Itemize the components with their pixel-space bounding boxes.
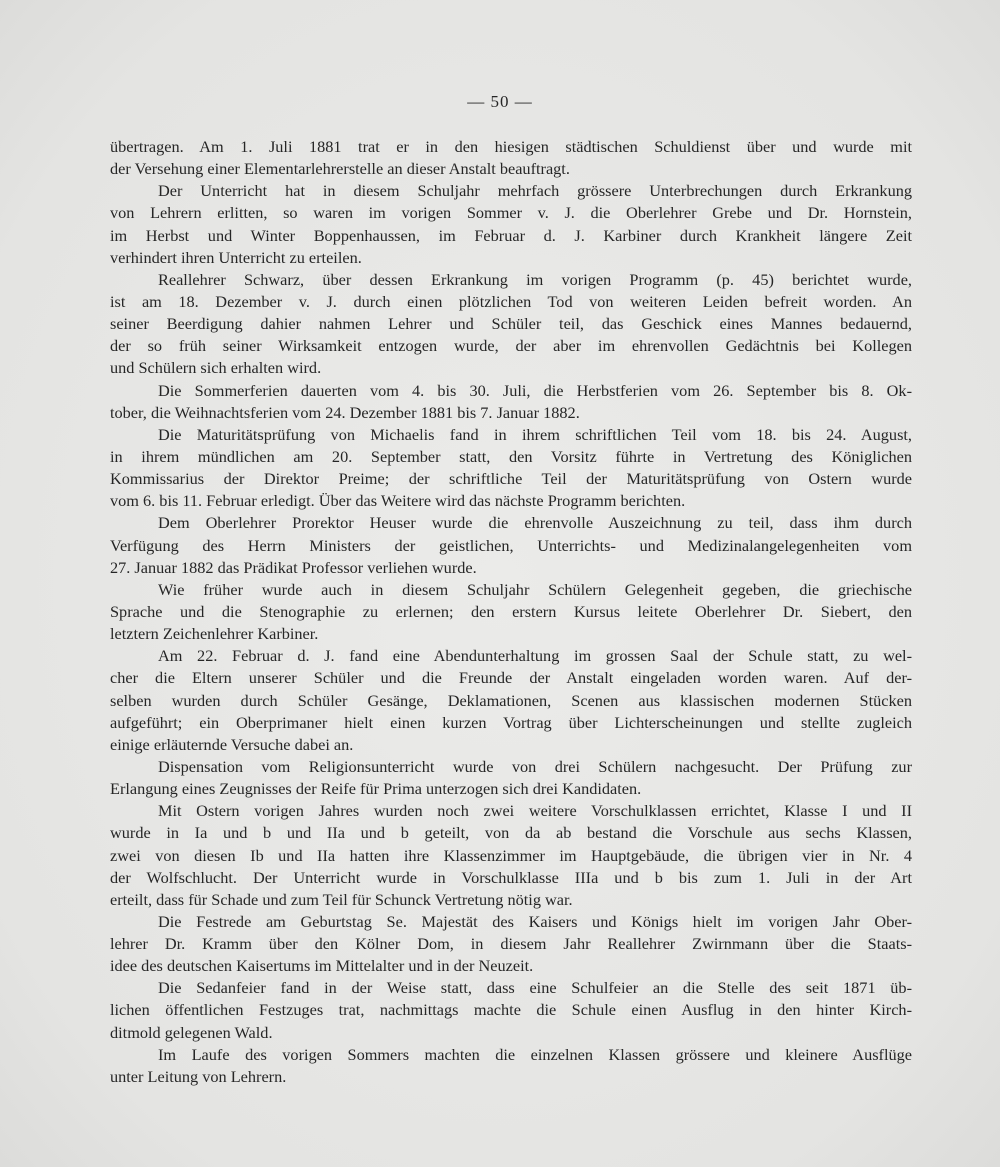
paragraph bbox=[110, 800, 912, 911]
text-line: Verfügung des Herrn Ministers der geistlichen, Unterrichts- und Medizinalangelegenheiten vom bbox=[110, 535, 912, 555]
paragraph bbox=[110, 180, 912, 269]
paragraph bbox=[110, 1044, 912, 1088]
paragraph bbox=[110, 977, 912, 1043]
text-line: im Herbst und Winter Boppenhaussen, im Februar d. J. Karbiner durch Krankheit längere Zeit bbox=[110, 225, 912, 245]
document-body bbox=[110, 136, 912, 1088]
text-line: tober, die Weihnachtsferien vom 24. Dezember 1881 bis 7. Januar 1882. bbox=[110, 402, 580, 422]
text-line: Am 22. Februar d. J. fand eine Abendunterhaltung im grossen Saal der Schule statt, zu wel- bbox=[158, 646, 912, 666]
text-line: idee des deutschen Kaisertums im Mittelalter und in der Neuzeit. bbox=[110, 956, 534, 976]
text-line: erteilt, dass für Schade und zum Teil für Schunck Vertretung nötig war. bbox=[110, 889, 573, 909]
text-line: vom 6. bis 11. Februar erledigt. Über das Weitere wird das nächste Programm berichten. bbox=[110, 491, 686, 511]
paragraph bbox=[110, 136, 912, 180]
text-line: zwei von diesen Ib und IIa hatten ihre Klassenzimmer im Hauptgebäude, die übrigen vier in Nr. 4 bbox=[110, 845, 912, 865]
text-line: Die Maturitätsprüfung von Michaelis fand in ihrem schriftlichen Teil vom 18. bis 24. August, bbox=[158, 424, 912, 444]
paragraph bbox=[110, 512, 912, 578]
paragraph bbox=[110, 756, 912, 800]
text-line: Erlangung eines Zeugnisses der Reife für Prima unterzogen sich drei Kandidaten. bbox=[110, 779, 642, 799]
text-line: Kommissarius der Direktor Preime; der schriftliche Teil der Maturitätsprüfung von Ostern wurde bbox=[110, 469, 912, 489]
text-line: Reallehrer Schwarz, über dessen Erkrankung im vorigen Programm (p. 45) berichtet wurde, bbox=[158, 269, 912, 289]
text-line: der so früh seiner Wirksamkeit entzogen wurde, der aber im ehrenvollen Gedächtnis bei Kollegen bbox=[110, 336, 912, 356]
text-line: und Schülern sich erhalten wird. bbox=[110, 358, 322, 378]
text-line: Der Unterricht hat in diesem Schuljahr mehrfach grössere Unterbrechungen durch Erkrankung bbox=[158, 181, 912, 201]
text-line: Mit Ostern vorigen Jahres wurden noch zwei weitere Vorschulklassen errichtet, Klasse I und II bbox=[158, 801, 912, 821]
text-line: lehrer Dr. Kramm über den Kölner Dom, in diesem Jahr Reallehrer Zwirnmann über die Staats- bbox=[110, 934, 912, 954]
text-line: in ihrem mündlichen am 20. September statt, den Vorsitz führte in Vertretung des Königlichen bbox=[110, 446, 912, 466]
text-line: unter Leitung von Lehrern. bbox=[110, 1066, 287, 1086]
text-line: der Wolfschlucht. Der Unterricht wurde in Vorschulklasse IIIa und b bis zum 1. Juli in der Art bbox=[110, 867, 912, 887]
text-line: lichen öffentlichen Festzuges trat, nachmittags machte die Schule einen Ausflug in den hinter Kirch- bbox=[110, 1000, 912, 1020]
text-line: Die Festrede am Geburtstag Se. Majestät des Kaisers und Königs hielt im vorigen Jahr Ober- bbox=[158, 911, 912, 931]
text-line: einige erläuternde Versuche dabei an. bbox=[110, 734, 354, 754]
text-line: ist am 18. Dezember v. J. durch einen plötzlichen Tod von weiteren Leiden befreit worden. An bbox=[110, 291, 912, 311]
text-line: von Lehrern erlitten, so waren im vorigen Sommer v. J. die Oberlehrer Grebe und Dr. Hornstein, bbox=[110, 203, 912, 223]
paragraph bbox=[110, 269, 912, 380]
paragraph bbox=[110, 579, 912, 645]
paragraph bbox=[110, 380, 912, 424]
text-line: übertragen. Am 1. Juli 1881 trat er in den hiesigen städtischen Schuldienst über und wurde mit bbox=[110, 137, 912, 156]
paragraph bbox=[110, 424, 912, 513]
text-line: selben wurden durch Schüler Gesänge, Deklamationen, Scenen aus klassischen modernen Stücken bbox=[110, 690, 912, 710]
text-line: Die Sedanfeier fand in der Weise statt, dass eine Schulfeier an die Stelle des seit 1871 üb- bbox=[158, 978, 912, 998]
paragraph bbox=[110, 911, 912, 977]
text-line: Sprache und die Stenographie zu erlernen; den erstern Kursus leitete Oberlehrer Dr. Siebert, den bbox=[110, 601, 912, 621]
text-line: Die Sommerferien dauerten vom 4. bis 30. Juli, die Herbstferien vom 26. September bis 8. Ok- bbox=[158, 380, 912, 400]
text-line: Wie früher wurde auch in diesem Schuljahr Schülern Gelegenheit gegeben, die griechische bbox=[158, 579, 912, 599]
text-line: Dem Oberlehrer Prorektor Heuser wurde die ehrenvolle Auszeichnung zu teil, dass ihm durch bbox=[158, 513, 912, 533]
page-number: — 50 — bbox=[467, 92, 533, 111]
text-line: letztern Zeichenlehrer Karbiner. bbox=[110, 624, 319, 644]
text-line: cher die Eltern unserer Schüler und die Freunde der Anstalt eingeladen worden waren. Auf der- bbox=[110, 668, 912, 688]
text-line: 27. Januar 1882 das Prädikat Professor verliehen wurde. bbox=[110, 557, 477, 577]
text-line: aufgeführt; ein Oberprimaner hielt einen kurzen Vortrag über Lichterscheinungen und stellte zugleich bbox=[110, 712, 912, 732]
paragraph bbox=[110, 645, 912, 756]
text-line: verhindert ihren Unterricht zu erteilen. bbox=[110, 247, 362, 267]
text-line: wurde in Ia und b und IIa und b geteilt, von da ab bestand die Vorschule aus sechs Klassen, bbox=[110, 823, 912, 843]
text-line: ditmold gelegenen Wald. bbox=[110, 1022, 273, 1042]
text-line: Im Laufe des vorigen Sommers machten die einzelnen Klassen grössere und kleinere Ausflüge bbox=[158, 1044, 912, 1064]
text-line: Dispensation vom Religionsunterricht wurde von drei Schülern nachgesucht. Der Prüfung zur bbox=[158, 756, 912, 776]
text-line: der Versehung einer Elementarlehrerstelle an dieser Anstalt beauftragt. bbox=[110, 159, 570, 179]
text-line: seiner Beerdigung dahier nahmen Lehrer und Schüler teil, das Geschick eines Mannes bedauernd, bbox=[110, 314, 912, 334]
